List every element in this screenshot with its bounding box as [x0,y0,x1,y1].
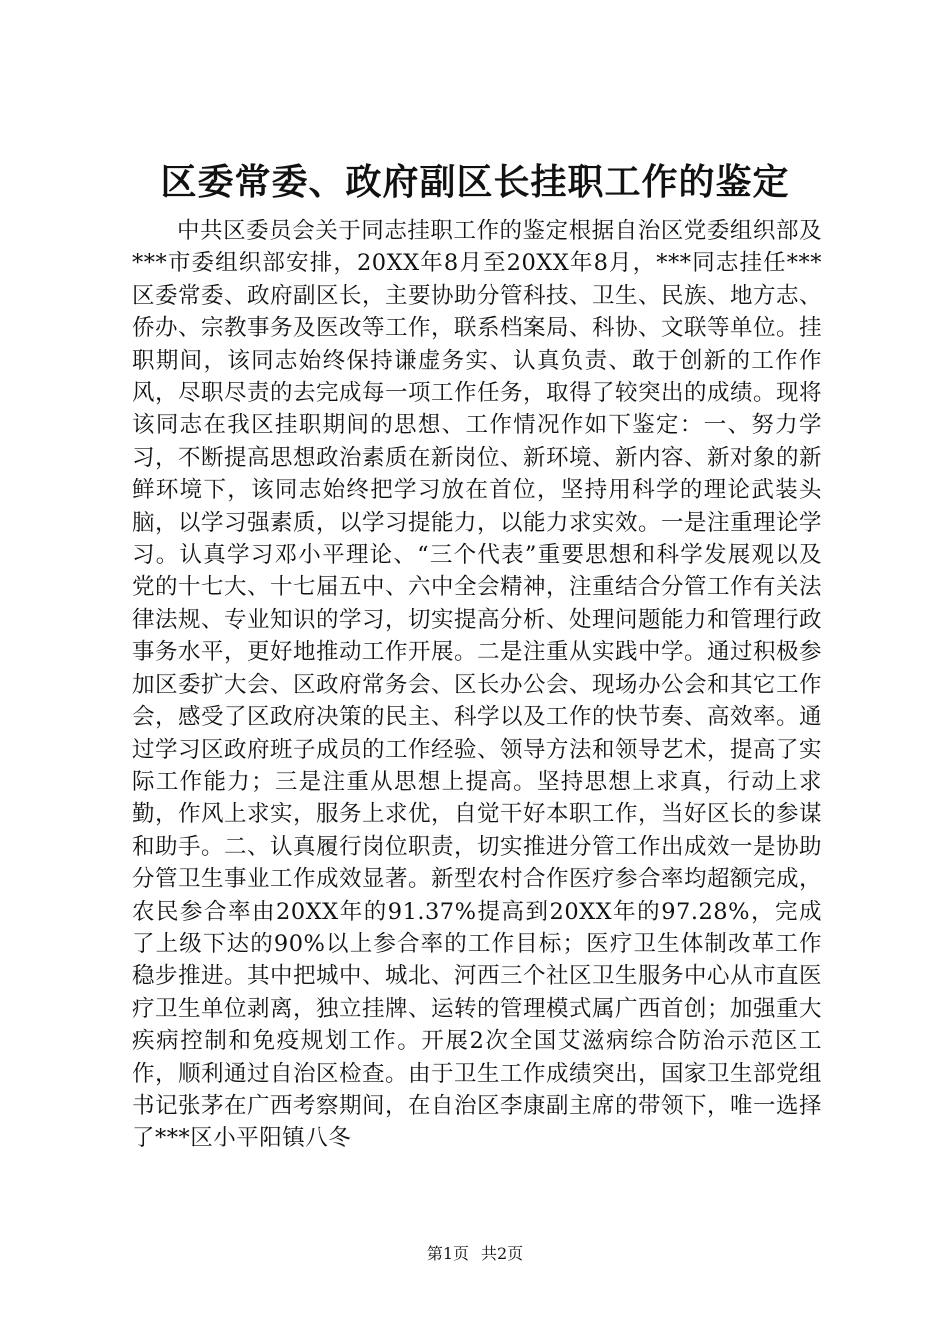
document-body: 中共区委员会关于同志挂职工作的鉴定根据自治区党委组织部及***市委组织部安排，20XX年8月至20XX年8月，***同志挂任***区委常委、政府副区长，主要协助分管科技、卫生、民族、地方志、侨办、宗教事务及医改等工作，联系档案局、科协、文联等单位。挂职期间，该同志始终保持谦虚务实、认真负责、敢于创新的工作作风，尽职尽责的去完成每一项工作任务，取得了较突出的成绩。现将该同志在我区挂职期间的思想、工作情况作如下鉴定：一、努力学习，不断提高思想政治素质在新岗位、新环境、新内容、新对象的新鲜环境下，该同志始终把学习放在首位，坚持用科学的理论武装头脑，以学习强素质，以学习提能力，以能力求实效。一是注重理论学习。认真学习邓小平理论、“三个代表”重要思想和科学发展观以及党的十七大、十七届五中、六中全会精神，注重结合分管工作有关法律法规、专业知识的学习，切实提高分析、处理问题能力和管理行政事务水平，更好地推动工作开展。二是注重从实践中学。通过积极参加区委扩大会、区政府常务会、区长办公会、现场办公会和其它工作会，感受了区政府决策的民主、科学以及工作的快节奏、高效率。通过学习区政府班子成员的工作经验、领导方法和领导艺术，提高了实际工作能力；三是注重从思想上提高。坚持思想上求真，行动上求勤，作风上求实，服务上求优，自觉干好本职工作，当好区长的参谋和助手。二、认真履行岗位职责，切实推进分管工作出成效一是协助分管卫生事业工作成效显著。新型农村合作医疗参合率均超额完成，农民参合率由20XX年的91.37%提高到20XX年的97.28%，完成了上级下达的90%以上参合率的工作目标；医疗卫生体制改革工作稳步推进。其中把城中、城北、河西三个社区卫生服务中心从市直医疗卫生单位剥离，独立挂牌、运转的管理模式属广西首创；加强重大疾病控制和免疫规划工作。开展2次全国艾滋病综合防治示范区工作，顺利通过自治区检查。由于卫生工作成绩突出，国家卫生部党组书记张茅在广西考察期间，在自治区李康副主席的带领下，唯一选择了***区小平阳镇八冬 [132,218,823,1152]
page-total: 共2页 [481,1244,524,1263]
document-title: 区委常委、政府副区长挂职工作的鉴定 [160,161,790,203]
page-footer [0,1243,950,1265]
page-number: 第1页 [426,1244,469,1263]
